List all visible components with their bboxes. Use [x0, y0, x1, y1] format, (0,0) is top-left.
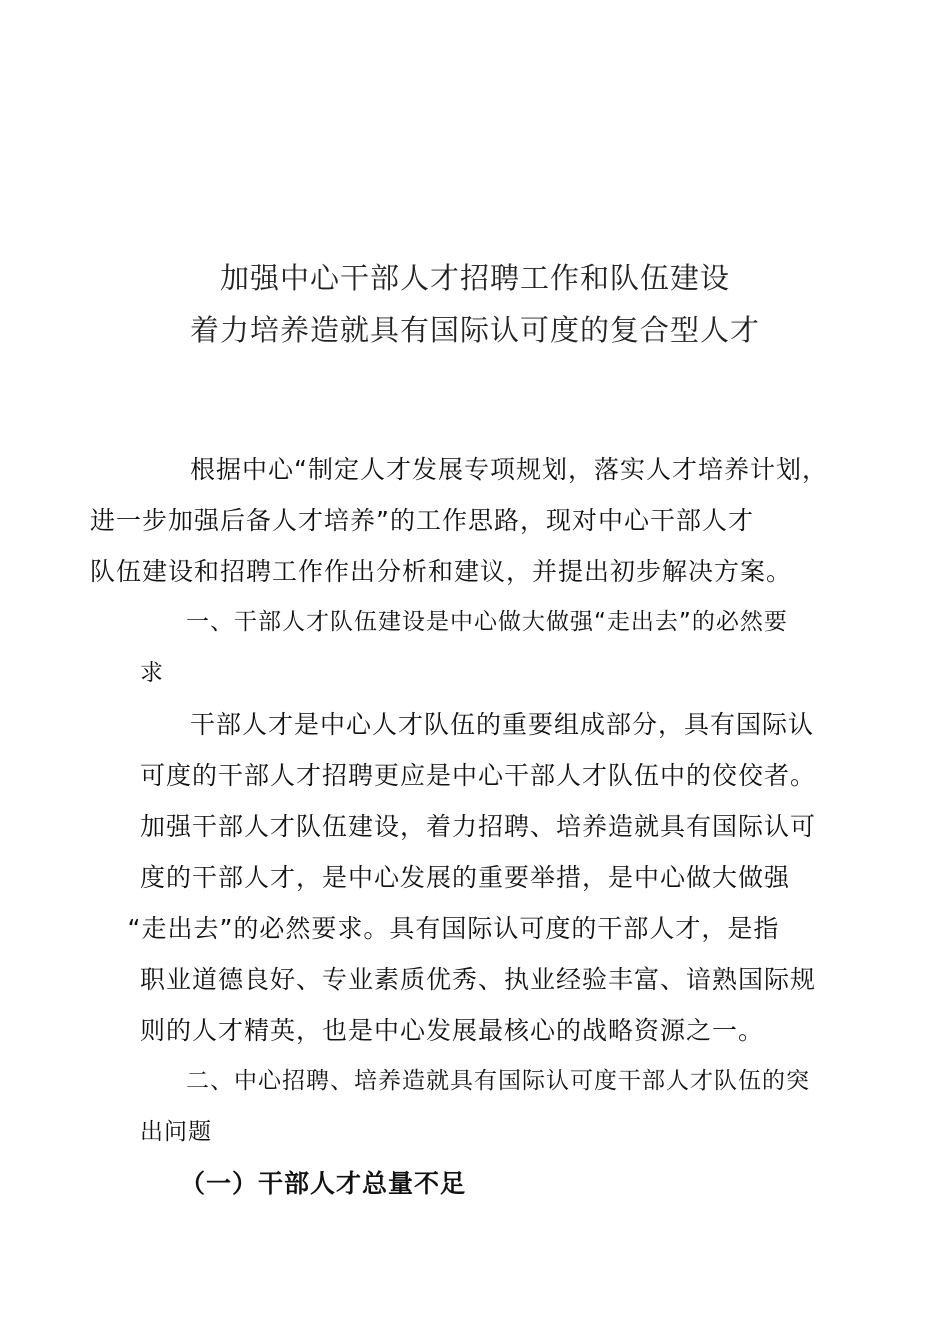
- body-line: 则的人才精英，也是中心发展最核心的战略资源之一。: [140, 1016, 765, 1045]
- document-title: [0, 252, 950, 356]
- intro-line: 队伍建设和招聘工作作出分析和建议，并提出初步解决方案。: [90, 557, 793, 586]
- section-2-heading: [140, 1056, 820, 1158]
- title-line-2: 着力培养造就具有国际认可度的复合型人才: [189, 313, 760, 347]
- section-1-heading: [140, 597, 820, 699]
- heading-line: 求: [140, 660, 164, 686]
- document-body: [90, 444, 828, 1209]
- heading-line: 一、干部人才队伍建设是中心做大做强“走出去”的必然要: [186, 609, 788, 635]
- body-line: “走出去”的必然要求。具有国际认可度的干部人才，是指: [127, 914, 780, 943]
- body-line: 加强干部人才队伍建设，着力招聘、培养造就具有国际认可: [140, 812, 817, 841]
- section-1-paragraph: [127, 699, 820, 1056]
- intro-line: 根据中心“制定人才发展专项规划，落实人才培养计划，: [190, 455, 828, 484]
- intro-line: 进一步加强后备人才培养”的工作思路，现对中心干部人才: [90, 506, 754, 535]
- subsection-1-heading: （一）干部人才总量不足: [180, 1169, 467, 1198]
- body-line: 职业道德良好、专业素质优秀、执业经验丰富、谙熟国际规: [140, 965, 817, 994]
- body-line: 度的干部人才，是中心发展的重要举措，是中心做大做强: [140, 863, 791, 892]
- intro-paragraph: [90, 444, 828, 597]
- heading-line: 出问题: [140, 1119, 212, 1145]
- heading-line: 二、中心招聘、培养造就具有国际认可度干部人才队伍的突: [186, 1068, 810, 1094]
- title-line-1: 加强中心干部人才招聘工作和队伍建设: [219, 261, 730, 295]
- body-line: 干部人才是中心人才队伍的重要组成部分，具有国际认: [190, 710, 815, 739]
- body-line: 可度的干部人才招聘更应是中心干部人才队伍中的佼佼者。: [140, 761, 817, 790]
